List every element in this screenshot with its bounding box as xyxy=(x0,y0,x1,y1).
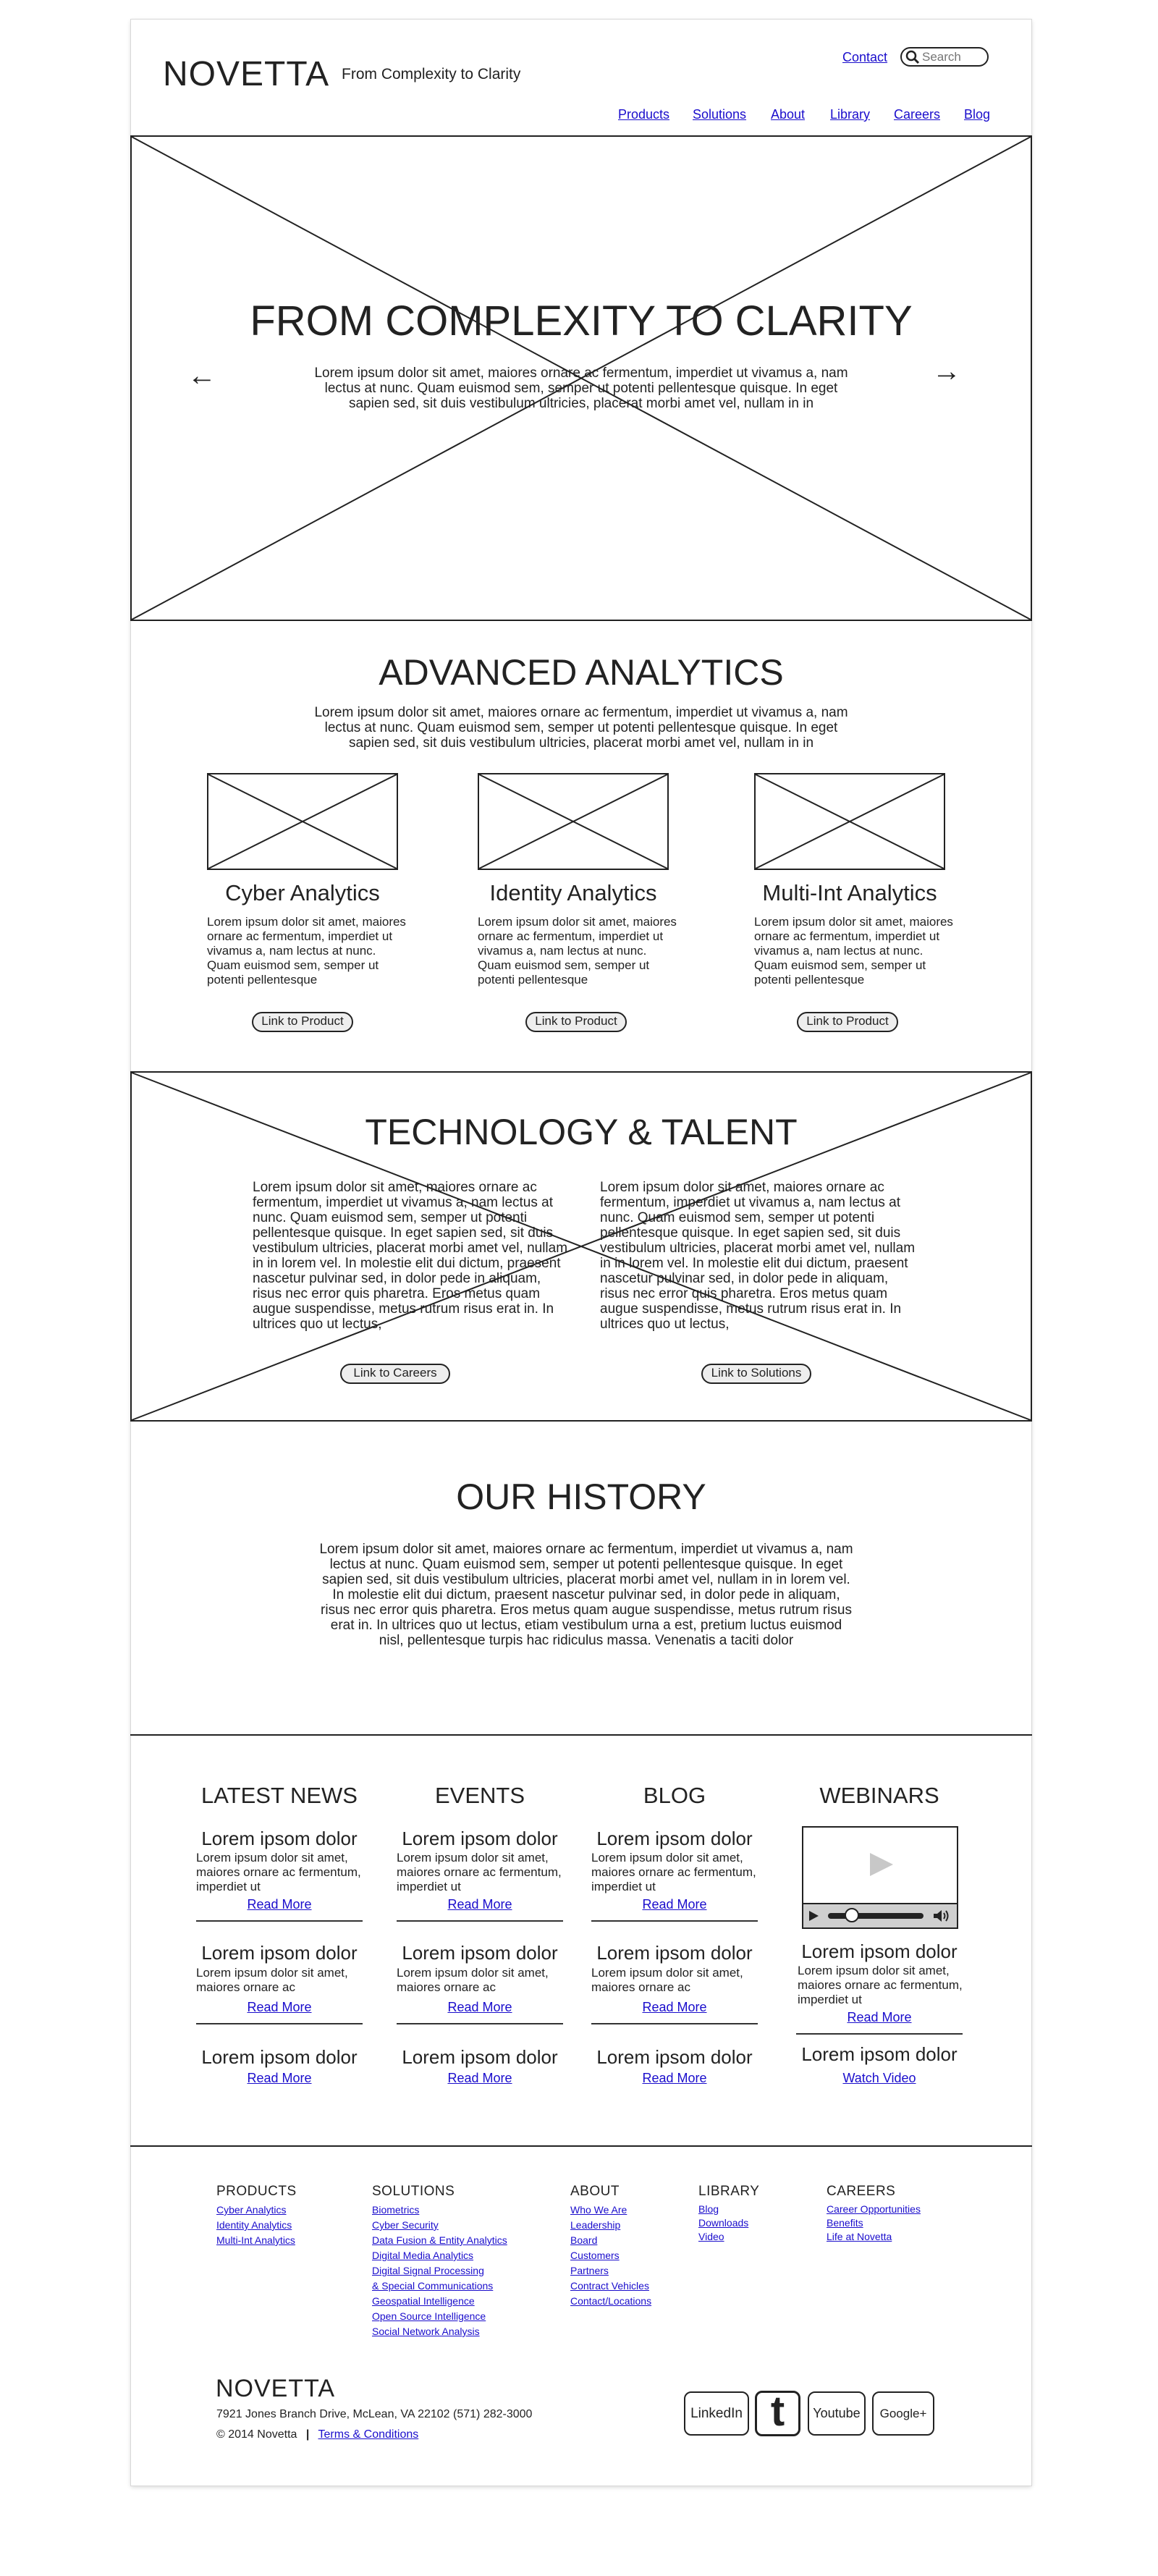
news-snippet: Lorem ipsum dolor sit amet, maiores ornare ac xyxy=(591,1966,743,1994)
footer-link[interactable]: Biometrics xyxy=(372,2204,420,2216)
news-item-divider xyxy=(397,2023,563,2024)
link-to-product-button[interactable]: Link to Product xyxy=(525,1012,627,1032)
play-icon[interactable] xyxy=(867,1851,895,1878)
news-column-title: BLOG xyxy=(643,1783,706,1808)
footer-link[interactable]: Data Fusion & Entity Analytics xyxy=(372,2234,507,2246)
footer-col-title: CAREERS xyxy=(827,2184,896,2199)
footer-link[interactable]: Social Network Analysis xyxy=(372,2326,480,2337)
footer-link[interactable]: Video xyxy=(698,2231,724,2242)
read-more-link[interactable]: Read More xyxy=(642,2071,707,2085)
footer-link[interactable]: Downloads xyxy=(698,2217,749,2229)
analytics-text: Lorem ipsum dolor sit amet, maiores ornare ac fermentum, imperdiet ut vivamus a, nam lectus at nunc. Quam euismod sem, semper ut potenti pellentesque quisque. In eget sapien sed, sit duis vestibulum ultricies, placerat morbi amet vel, nullam in in xyxy=(314,705,848,751)
footer-col-products xyxy=(216,2184,361,2248)
news-headline: Lorem ipsom dolor xyxy=(596,1828,753,1849)
webinars-column xyxy=(796,1778,963,2126)
footer-address: 7921 Jones Branch Drive, McLean, VA 22102 (571) 282-3000 xyxy=(216,2408,533,2420)
hero-title: FROM COMPLEXITY TO CLARITY xyxy=(250,297,913,345)
analytics-card-image xyxy=(207,773,398,870)
analytics-card-text: Lorem ipsum dolor sit amet, maiores ornare ac fermentum, imperdiet ut vivamus a, nam lectus at nunc. Quam euismod sem, semper ut potenti pellentesque xyxy=(207,915,406,987)
section-divider xyxy=(130,1734,1032,1736)
watch-video-link[interactable]: Watch Video xyxy=(842,2071,916,2085)
analytics-card-image xyxy=(478,773,669,870)
footer-link[interactable]: Benefits xyxy=(827,2217,863,2229)
footer-link[interactable]: Who We Are xyxy=(570,2204,627,2216)
analytics-card-title: Cyber Analytics xyxy=(225,880,380,905)
footer-link[interactable]: Career Opportunities xyxy=(827,2203,921,2215)
search-box[interactable] xyxy=(900,47,989,67)
link-to-product-button[interactable]: Link to Product xyxy=(252,1012,353,1032)
news-headline: Lorem ipsom dolor xyxy=(402,1828,558,1849)
footer-logo[interactable]: NOVETTA xyxy=(216,2375,336,2402)
read-more-link[interactable]: Read More xyxy=(447,2071,512,2085)
webinar-headline: Lorem ipsom dolor xyxy=(801,2043,958,2065)
search-input[interactable] xyxy=(922,50,983,64)
footer-link[interactable]: Customers xyxy=(570,2250,620,2261)
footer-link[interactable]: Multi-Int Analytics xyxy=(216,2234,295,2246)
analytics-card-image xyxy=(754,773,945,870)
tech-title: TECHNOLOGY & TALENT xyxy=(365,1112,798,1152)
footer-link[interactable]: Geospatial Intelligence xyxy=(372,2295,475,2307)
footer-col-title: PRODUCTS xyxy=(216,2184,297,2199)
news-column-title: WEBINARS xyxy=(819,1783,939,1808)
link-to-product-button[interactable]: Link to Product xyxy=(797,1012,898,1032)
section-divider xyxy=(130,2145,1032,2147)
news-headline: Lorem ipsom dolor xyxy=(201,1828,358,1849)
news-item-divider xyxy=(591,2023,758,2024)
linkedin-label: LinkedIn xyxy=(690,2406,743,2421)
footer-link[interactable]: Partners xyxy=(570,2265,609,2276)
footer-link[interactable]: Digital Signal Processing xyxy=(372,2265,484,2276)
footer-link[interactable]: & Special Communications xyxy=(372,2280,494,2292)
footer-link[interactable]: Identity Analytics xyxy=(216,2219,292,2231)
footer-col-solutions xyxy=(372,2184,546,2339)
page-frame xyxy=(131,20,1031,2486)
news-headline: Lorem ipsom dolor xyxy=(596,2046,753,2068)
read-more-link[interactable]: Read More xyxy=(447,1897,512,1912)
news-snippet xyxy=(591,2068,758,2069)
news-snippet: Lorem ipsum dolor sit amet, maiores ornare ac fermentum, imperdiet ut xyxy=(196,1851,361,1893)
analytics-title: ADVANCED ANALYTICS xyxy=(379,652,784,693)
nav-solutions[interactable]: Solutions xyxy=(693,107,747,122)
webinar-headline: Lorem ipsom dolor xyxy=(801,1941,958,1962)
read-more-link[interactable]: Read More xyxy=(447,2000,512,2014)
googleplus-button[interactable] xyxy=(872,2391,934,2436)
read-more-link[interactable]: Read More xyxy=(247,2000,312,2014)
search-icon xyxy=(905,49,921,65)
volume-icon[interactable] xyxy=(932,1909,951,1923)
news-headline: Lorem ipsom dolor xyxy=(201,2046,358,2068)
link-to-careers-button[interactable]: Link to Careers xyxy=(340,1364,450,1384)
footer-link[interactable]: Contact/Locations xyxy=(570,2295,652,2307)
tech-left-text: Lorem ipsum dolor sit amet, maiores ornare ac fermentum, imperdiet ut vivamus a, nam lectus at nunc. Quam euismod sem, semper ut potenti pellentesque quisque. In eget sapien sed, sit duis vestibulum ultricies, placerat morbi amet vel, nullam in in lorem vel. In molestie elit dui dictum, praesent nascetur pulvinar sed, in dolor pede in aliquam, risus nec error quis pharetra. Eros metus quam augue suspendisse, metus rutrum risus erat in. In ultrices quo ut lectus, xyxy=(253,1180,568,1332)
news-item-divider xyxy=(397,1920,563,1922)
analytics-card-text: Lorem ipsum dolor sit amet, maiores ornare ac fermentum, imperdiet ut vivamus a, nam lectus at nunc. Quam euismod sem, semper ut potenti pellentesque xyxy=(478,915,677,987)
news-snippet xyxy=(397,2068,563,2069)
footer-link[interactable]: Blog xyxy=(698,2203,719,2215)
twitter-icon: t xyxy=(770,2388,785,2435)
footer-link[interactable]: Contract Vehicles xyxy=(570,2280,649,2292)
nav-products[interactable]: Products xyxy=(618,107,670,122)
read-more-link[interactable]: Read More xyxy=(642,1897,707,1912)
footer-link[interactable]: Open Source Intelligence xyxy=(372,2310,486,2322)
news-snippet xyxy=(196,2068,363,2069)
youtube-label: Youtube xyxy=(813,2406,861,2420)
nav-library[interactable]: Library xyxy=(830,107,871,122)
footer-link[interactable]: Cyber Security xyxy=(372,2219,439,2231)
news-headline: Lorem ipsom dolor xyxy=(402,2046,558,2068)
footer-separator: | xyxy=(305,2428,310,2441)
video-progress-knob[interactable] xyxy=(845,1908,859,1922)
footer-col-careers xyxy=(827,2184,971,2244)
news-snippet: Lorem ipsum dolor sit amet, maiores ornare ac xyxy=(196,1966,348,1994)
analytics-card-text: Lorem ipsum dolor sit amet, maiores ornare ac fermentum, imperdiet ut vivamus a, nam lectus at nunc. Quam euismod sem, semper ut potenti pellentesque xyxy=(754,915,953,987)
linkedin-button[interactable] xyxy=(684,2391,749,2436)
news-column xyxy=(196,1778,363,2104)
twitter-button[interactable] xyxy=(755,2388,800,2436)
news-snippet: Lorem ipsum dolor sit amet, maiores ornare ac fermentum, imperdiet ut xyxy=(397,1851,562,1893)
news-item-divider xyxy=(196,2023,363,2024)
webinar-snippet: Lorem ipsum dolor sit amet, maiores ornare ac fermentum, imperdiet ut xyxy=(798,1964,963,2006)
news-column-title: LATEST NEWS xyxy=(201,1783,358,1808)
footer-copyright: © 2014 Novetta xyxy=(216,2428,297,2441)
site-tagline: From Complexity to Clarity xyxy=(342,66,521,83)
contact-link[interactable]: Contact xyxy=(842,50,888,64)
footer-col-title: ABOUT xyxy=(570,2184,620,2199)
news-snippet: Lorem ipsum dolor sit amet, maiores ornare ac fermentum, imperdiet ut xyxy=(591,1851,756,1893)
video-controls-bar xyxy=(803,1903,957,1927)
news-column-title: EVENTS xyxy=(434,1783,525,1808)
youtube-button[interactable] xyxy=(808,2391,866,2436)
footer-col-library xyxy=(698,2184,800,2244)
read-more-link[interactable]: Read More xyxy=(847,2010,912,2024)
site-logo[interactable]: NOVETTA xyxy=(163,55,330,93)
footer-link[interactable]: Board xyxy=(570,2234,598,2246)
video-player[interactable] xyxy=(802,1826,958,1929)
footer-col-about xyxy=(570,2184,686,2309)
googleplus-label: Google+ xyxy=(879,2407,927,2420)
news-headline: Lorem ipsom dolor xyxy=(402,1942,558,1964)
video-progress-track[interactable] xyxy=(828,1913,924,1919)
read-more-link[interactable]: Read More xyxy=(247,2071,312,2085)
news-headline: Lorem ipsom dolor xyxy=(201,1942,358,1964)
analytics-card-title: Multi-Int Analytics xyxy=(762,880,937,905)
footer-link[interactable]: Leadership xyxy=(570,2219,621,2231)
hero-prev-arrow[interactable]: ← xyxy=(187,360,216,392)
nav-careers[interactable]: Careers xyxy=(894,107,941,122)
nav-about[interactable]: About xyxy=(771,107,806,122)
news-item-divider xyxy=(796,2033,963,2035)
blog-column xyxy=(591,1778,758,2104)
footer-link[interactable]: Digital Media Analytics xyxy=(372,2250,474,2261)
events-column xyxy=(397,1778,563,2104)
read-more-link[interactable]: Read More xyxy=(247,1897,312,1912)
tech-right-text: Lorem ipsum dolor sit amet, maiores ornare ac fermentum, imperdiet ut vivamus a, nam lectus at nunc. Quam euismod sem, semper ut potenti pellentesque quisque. In eget sapien sed, sit duis vestibulum ultricies, placerat morbi amet vel, nullam in in lorem vel. In molestie elit dui dictum, praesent nascetur pulvinar sed, in dolor pede in aliquam, risus nec error quis pharetra. Eros metus quam augue suspendisse, metus rutrum risus erat in. In ultrices quo ut lectus, xyxy=(600,1180,916,1332)
webinar-snippet xyxy=(796,2065,963,2066)
news-item-divider xyxy=(591,1920,758,1922)
nav-blog[interactable]: Blog xyxy=(964,107,991,122)
news-headline: Lorem ipsom dolor xyxy=(596,1942,753,1964)
main-nav xyxy=(618,107,990,124)
news-item-divider xyxy=(196,1920,363,1922)
footer-link[interactable]: Cyber Analytics xyxy=(216,2204,287,2216)
read-more-link[interactable]: Read More xyxy=(642,2000,707,2014)
footer-col-title: SOLUTIONS xyxy=(372,2184,455,2199)
history-title: OUR HISTORY xyxy=(456,1477,706,1517)
hero-text: Lorem ipsum dolor sit amet, maiores ornare ac fermentum, imperdiet ut vivamus a, nam lectus at nunc. Quam euismod sem, semper ut potenti pellentesque quisque. In eget sapien sed, sit duis vestibulum ultricies, placerat morbi amet vel, nullam in in xyxy=(314,366,848,411)
hero-next-arrow[interactable]: → xyxy=(932,355,961,387)
terms-link[interactable]: Terms & Conditions xyxy=(318,2428,419,2441)
analytics-card-title: Identity Analytics xyxy=(489,880,657,905)
play-button-icon[interactable] xyxy=(808,1910,819,1922)
news-snippet: Lorem ipsum dolor sit amet, maiores ornare ac xyxy=(397,1966,549,1994)
footer-col-title: LIBRARY xyxy=(698,2184,760,2199)
footer-link[interactable]: Life at Novetta xyxy=(827,2231,892,2242)
link-to-solutions-button[interactable]: Link to Solutions xyxy=(701,1364,811,1384)
footer-legal xyxy=(216,2428,418,2441)
history-text: Lorem ipsum dolor sit amet, maiores ornare ac fermentum, imperdiet ut vivamus a, nam lectus at nunc. Quam euismod sem, semper ut potenti pellentesque quisque. In eget sapien sed, sit duis vestibulum ultricies, placerat morbi amet vel, nullam in in lorem vel. In molestie elit dui dictum, praesent nascetur pulvinar sed, in dolor pede in aliquam, risus nec error quis pharetra. Eros metus quam augue suspendisse, metus rutrum risus erat in. In ultrices quo ut lectus, etiam vestibulum urna a est, pretium luctus euismod nisl, pellentesque turpis hac ridiculus massa. Venenatis a taciti dolor xyxy=(319,1542,853,1648)
